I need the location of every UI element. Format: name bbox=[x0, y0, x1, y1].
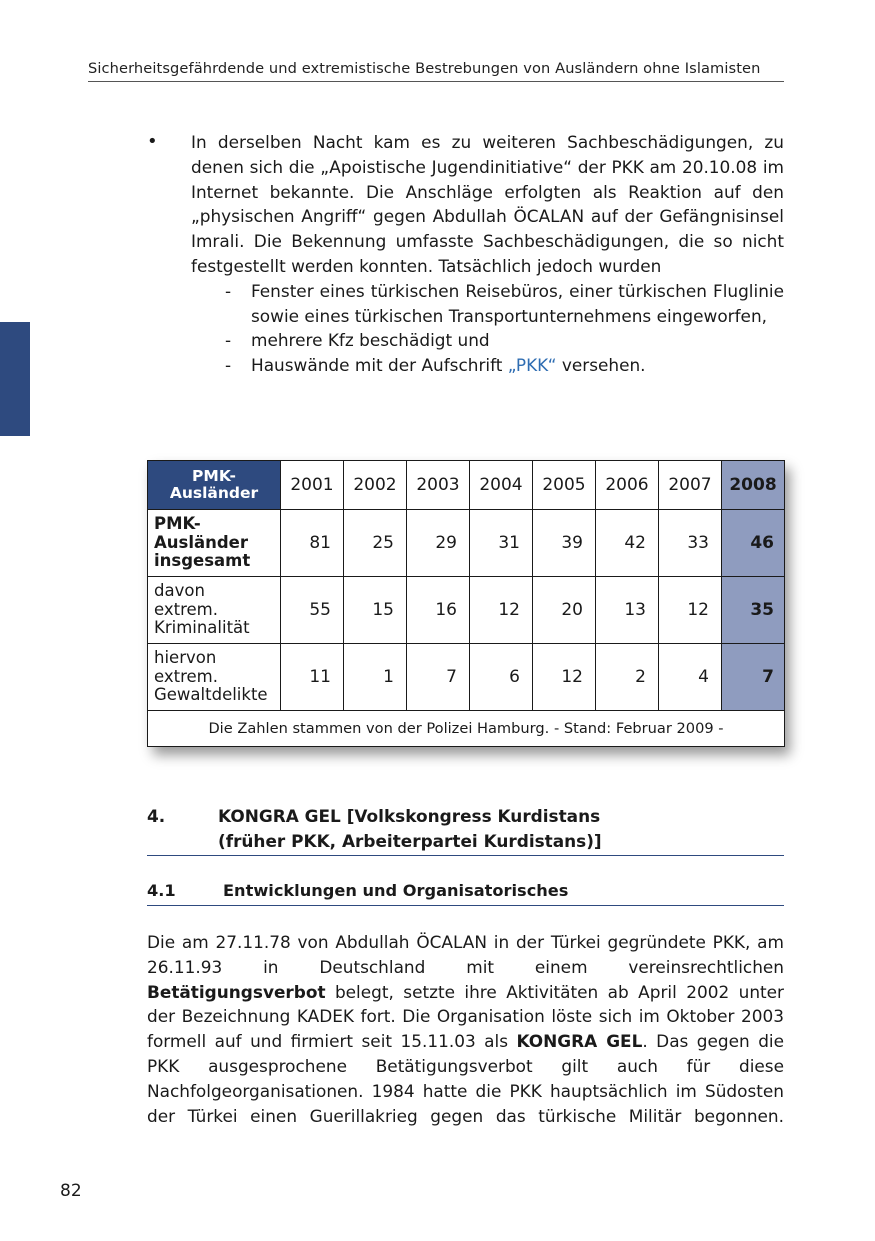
year-header: 2002 bbox=[344, 461, 407, 510]
bullet-text-block bbox=[191, 130, 784, 378]
bold-term: KONGRA GEL bbox=[516, 1031, 643, 1052]
sublist-item-text: Fenster eines türkischen Reisebüros, einer türkischen Fluglinie sowie eines türkischen Transportunternehmens eingeworfen, bbox=[251, 280, 784, 326]
dash-icon: - bbox=[225, 355, 232, 376]
table-cell: 13 bbox=[596, 577, 659, 644]
table-source-row bbox=[148, 711, 785, 747]
table-header-row bbox=[148, 461, 785, 510]
sublist-item bbox=[191, 353, 784, 378]
table-cell: 12 bbox=[470, 577, 533, 644]
table-cell: 6 bbox=[470, 644, 533, 711]
subsection-number: 4.1 bbox=[147, 881, 176, 900]
row-label: PMK- Ausländer insgesamt bbox=[148, 510, 281, 577]
table-cell: 16 bbox=[407, 577, 470, 644]
table-cell: 12 bbox=[659, 577, 722, 644]
section-title: KONGRA GEL [Volkskongress Kurdistans (früher PKK, Arbeiterpartei Kurdistans)] bbox=[218, 806, 602, 851]
dash-icon: - bbox=[225, 330, 232, 351]
table-cell: 25 bbox=[344, 510, 407, 577]
bullet-icon: • bbox=[147, 131, 158, 152]
table-cell-highlight: 35 bbox=[722, 577, 785, 644]
year-header: 2004 bbox=[470, 461, 533, 510]
table-cell-highlight: 7 bbox=[722, 644, 785, 711]
table-cell: 7 bbox=[407, 644, 470, 711]
table-row bbox=[148, 510, 785, 577]
row-label: hiervon extrem. Gewaltdelikte bbox=[148, 644, 281, 711]
pkk-quote: „PKK“ bbox=[507, 355, 557, 376]
table-cell: 81 bbox=[281, 510, 344, 577]
header-divider bbox=[88, 81, 784, 82]
year-header: 2003 bbox=[407, 461, 470, 510]
bullet-paragraph: In derselben Nacht kam es zu weiteren Sachbeschädigungen, zu denen sich die „Apoistische Jugendinitiative“ der PKK am 20.10.08 im Internet bekannte. Die Anschläge erfolgten als Reaktion auf den „physischen Angriff“ gegen Abdullah ÖCALAN auf der Gefängnisinsel Imrali. Die Bekennung umfasste Sachbeschädigungen, die so nicht festgestellt werden konnten. Tatsächlich jedoch wurden bbox=[191, 132, 784, 276]
body-paragraph: Die am 27.11.78 von Abdullah ÖCALAN in der Türkei gegründete PKK, am 26.11.93 in Deutschland mit einem vereinsrechtlichen Betätigungsverbot belegt, setzte ihre Aktivitäten ab April 2002 unter der Bezeichnung KADEK fort. Die Organisation löste sich im Oktober 2003 formell auf und firmiert seit 15.11.03 als KONGRA GEL. Das gegen die PKK ausgesprochene Betätigungsverbot gilt auch für diese Nachfolgeorganisationen. 1984 hatte die PKK hauptsächlich im Südosten der Türkei einen Guerillakrieg gegen das türkische Militär begonnen. bbox=[147, 932, 784, 1126]
table-cell: 39 bbox=[533, 510, 596, 577]
table-header-label: PMK- Ausländer bbox=[148, 461, 281, 510]
table-row bbox=[148, 577, 785, 644]
table-cell: 15 bbox=[344, 577, 407, 644]
table-source-note: Die Zahlen stammen von der Polizei Hamburg. - Stand: Februar 2009 - bbox=[148, 711, 785, 747]
table-cell: 29 bbox=[407, 510, 470, 577]
section-divider bbox=[147, 855, 784, 856]
table-cell: 1 bbox=[344, 644, 407, 711]
statistics-table-container bbox=[147, 460, 784, 747]
section-number: 4. bbox=[147, 806, 166, 826]
page-number: 82 bbox=[60, 1181, 82, 1201]
sublist-item bbox=[191, 328, 784, 353]
table-cell: 11 bbox=[281, 644, 344, 711]
year-header: 2001 bbox=[281, 461, 344, 510]
year-header: 2006 bbox=[596, 461, 659, 510]
subsection-heading-4-1 bbox=[147, 879, 784, 903]
table-cell: 20 bbox=[533, 577, 596, 644]
sublist-item-text: mehrere Kfz beschädigt und bbox=[251, 330, 490, 351]
section-heading-4 bbox=[147, 804, 784, 854]
table-cell: 33 bbox=[659, 510, 722, 577]
bold-term: Betätigungsverbot bbox=[147, 981, 326, 1002]
sublist-item bbox=[191, 279, 784, 329]
table-cell: 42 bbox=[596, 510, 659, 577]
chapter-side-tab bbox=[0, 322, 30, 436]
statistics-table bbox=[147, 460, 785, 747]
row-label: davon extrem. Kriminalität bbox=[148, 577, 281, 644]
year-header: 2007 bbox=[659, 461, 722, 510]
subsection-title: Entwicklungen und Organisatorisches bbox=[223, 881, 569, 900]
table-row bbox=[148, 644, 785, 711]
table-cell: 12 bbox=[533, 644, 596, 711]
year-header: 2005 bbox=[533, 461, 596, 510]
bullet-item bbox=[147, 130, 784, 378]
year-header-highlight: 2008 bbox=[722, 461, 785, 510]
sublist-item-text-after: versehen. bbox=[561, 355, 646, 376]
sublist-item-text-before: Hauswände mit der Aufschrift bbox=[251, 355, 503, 376]
bullet-sublist bbox=[191, 279, 784, 378]
table-cell: 31 bbox=[470, 510, 533, 577]
table-cell: 55 bbox=[281, 577, 344, 644]
table-cell: 4 bbox=[659, 644, 722, 711]
table-cell-highlight: 46 bbox=[722, 510, 785, 577]
subsection-divider bbox=[147, 905, 784, 906]
dash-icon: - bbox=[225, 280, 232, 301]
running-header: Sicherheitsgefährdende und extremistische Bestrebungen von Ausländern ohne Islamisten bbox=[88, 60, 761, 77]
table-cell: 2 bbox=[596, 644, 659, 711]
